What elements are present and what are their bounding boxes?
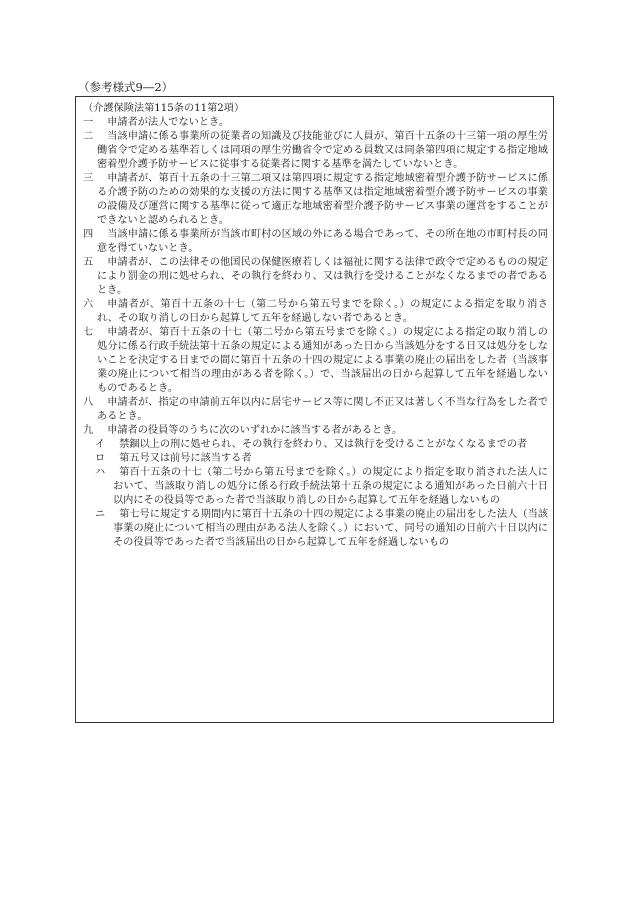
document-body — [83, 102, 548, 550]
subitem-marker: イ — [95, 439, 106, 450]
subitem-text: 禁錮以上の刑に処せられ、その執行を終わり、又は執行を受けることがなくなるまでの者 — [119, 439, 528, 450]
subitem-ha — [83, 466, 548, 508]
item-text: 申請者が、第百十五条の十七（第二号から第五号までを除く。）の規定による指定の取り消しの処分に係る行政手続法第十五条の規定による通知があった日から当該処分をする日又は処分をしないことを決定する日までの間に第百十五条の十四の規定による事業の廃止の届出をした者（当該事業の廃止について相当の理由がある者を除く。）で、当該届出の日から起算して五年を経過しないものであるとき。 — [97, 327, 548, 394]
item-6 — [83, 298, 548, 326]
item-number: 四 — [83, 229, 94, 240]
item-text: 当該申請に係る事業所の従業者の知識及び技能並びに人員が、第百十五条の十三第一項の厚生労働省令で定める基準若しくは同項の厚生労働省令で定める員数又は同条第四項に規定する指定地域密着型介護予防サービスに従事する従業者に関する基準を満たしていないとき。 — [97, 131, 548, 170]
subitem-ni — [83, 508, 548, 550]
legal-basis: （介護保険法第115条の11第2項） — [83, 103, 245, 114]
subitem-marker: ニ — [95, 509, 106, 520]
item-8 — [83, 396, 548, 424]
subitem-text: 第百十五条の十七（第二号から第五号までを除く。）の規定により指定を取り消された法人において、当該取り消しの処分に係る行政手続法第十五条の規定による通知があった日前六十日以内にその役員等であった者で当該取り消しの日から起算して五年を経過しないもの — [113, 467, 548, 506]
item-number: 二 — [83, 131, 94, 142]
item-number: 七 — [83, 327, 94, 338]
item-3 — [83, 172, 548, 228]
subitem-text: 第七号に規定する期間内に第百十五条の十四の規定による事業の廃止の届出をした法人（当該事業の廃止について相当の理由がある法人を除く。）において、同号の通知の日前六十日以内にその役員等であった者で当該届出の日から起算して五年を経過しないもの — [113, 509, 548, 548]
item-text: 申請者が、第百十五条の十七（第二号から第五号までを除く。）の規定による指定を取り消され、その取り消しの日から起算して五年を経過しない者であるとき。 — [97, 299, 548, 324]
item-text: 申請者の役員等のうちに次のいずれかに該当する者があるとき。 — [107, 425, 403, 436]
item-text: 申請者が、指定の申請前五年以内に居宅サービス等に関し不正又は著しく不当な行為をした者であるとき。 — [97, 397, 548, 422]
item-text: 当該申請に係る事業所が当該市町村の区域の外にある場合であって、その所在地の市町村長の同意を得ていないとき。 — [97, 229, 548, 254]
subitem-ro — [83, 452, 548, 466]
item-number: 三 — [83, 173, 94, 184]
item-number: 九 — [83, 425, 94, 436]
subitem-i — [83, 438, 548, 452]
item-1 — [83, 116, 548, 130]
item-text: 申請者が法人でないとき。 — [107, 117, 230, 128]
item-number: 六 — [83, 299, 94, 310]
item-9 — [83, 424, 548, 438]
item-number: 五 — [83, 257, 94, 268]
item-7 — [83, 326, 548, 396]
subitem-text: 第五号又は前号に該当する者 — [119, 453, 252, 464]
item-2 — [83, 130, 548, 172]
subitem-marker: ロ — [95, 453, 106, 464]
item-number: 一 — [83, 117, 94, 128]
document-frame — [75, 96, 554, 723]
item-text: 申請者が、この法律その他国民の保健医療若しくは福祉に関する法律で政令で定めるものの規定により罰金の刑に処せられ、その執行を終わり、又は執行を受けることがなくなるまでの者であるとき。 — [97, 257, 548, 296]
form-reference: （参考様式9―2） — [78, 80, 174, 94]
item-text: 申請者が、第百十五条の十三第二項又は第四項に規定する指定地域密着型介護予防サービスに係る介護予防のための効果的な支援の方法に関する基準又は指定地域密着型介護予防サービスの事業の設備及び運営に関する基準に従って適正な地域密着型介護予防サービス事業の運営をすることができないと認められるとき。 — [97, 173, 548, 226]
item-5 — [83, 256, 548, 298]
item-4 — [83, 228, 548, 256]
subitem-marker: ハ — [95, 467, 106, 478]
item-number: 八 — [83, 397, 94, 408]
